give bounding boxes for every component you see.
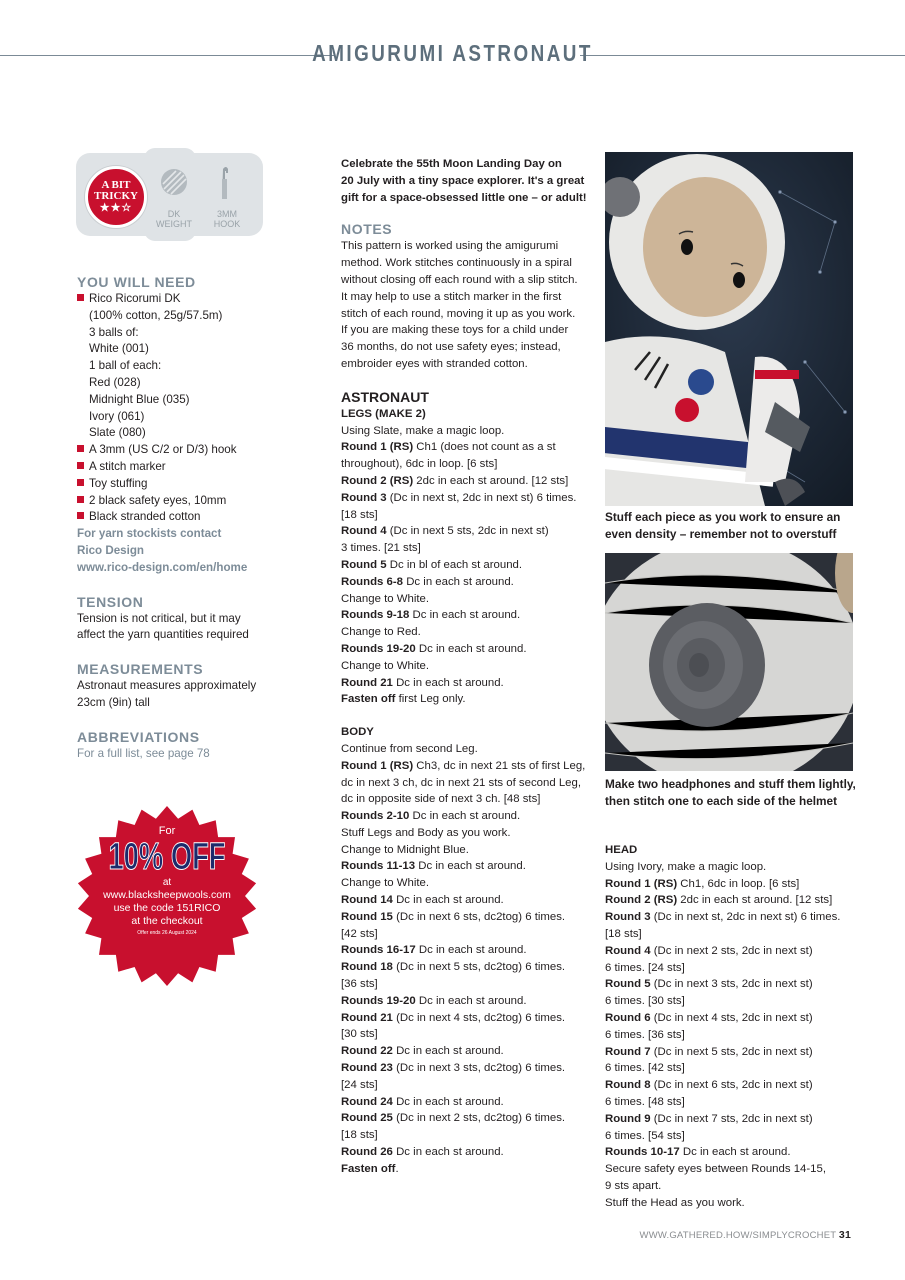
round-label: Round 21	[341, 1011, 393, 1024]
round-text: Change to White.	[341, 659, 430, 672]
round-label: Round 24	[341, 1095, 393, 1108]
round-text: Secure safety eyes between Rounds 14-15,	[605, 1163, 826, 1176]
round-text: Dc in each st around.	[409, 609, 521, 622]
photo-caption-2	[605, 776, 875, 809]
instruction-line	[605, 976, 865, 993]
instruction-line	[605, 909, 865, 926]
offer-checkout: at the checkout	[131, 915, 203, 927]
instruction-line	[341, 591, 596, 608]
offer-url[interactable]: www.blacksheepwools.com	[103, 889, 231, 901]
instruction-line	[341, 691, 596, 708]
instruction-line	[605, 1144, 865, 1161]
measurements-text: 23cm (9in) tall	[77, 695, 150, 709]
instruction-line	[341, 1043, 596, 1060]
caption-line: Make two headphones and stuff them lightly,	[605, 777, 856, 791]
instruction-line	[341, 1026, 596, 1043]
instruction-line	[341, 959, 596, 976]
measurements-heading: MEASUREMENTS	[77, 661, 204, 678]
round-label: Round 5	[605, 978, 651, 991]
round-label: Round 15	[341, 910, 393, 923]
round-text: Dc in each st around.	[409, 810, 521, 823]
yarn-line: White (001)	[89, 342, 149, 356]
instruction-line	[341, 926, 596, 943]
instruction-line	[341, 942, 596, 959]
instruction-line	[341, 574, 596, 591]
instruction-line	[341, 842, 596, 859]
round-label: Round 22	[341, 1045, 393, 1058]
instruction-line	[605, 876, 865, 893]
round-text: Dc in each st around.	[415, 994, 527, 1007]
abbreviations-heading: ABBREVIATIONS	[77, 728, 200, 745]
tension-heading: TENSION	[77, 593, 144, 610]
round-label: Fasten off	[341, 1162, 396, 1175]
instruction-line	[341, 1127, 596, 1144]
round-text: [24 sts]	[341, 1078, 378, 1091]
instruction-line	[341, 557, 596, 574]
round-label: Rounds 2-10	[341, 810, 410, 823]
round-label: Fasten off	[341, 693, 396, 706]
round-text: 6 times. [42 sts]	[605, 1062, 685, 1075]
yarn-line: Red (028)	[89, 375, 141, 389]
round-text: (Dc in next 5 sts, dc2tog) 6 times.	[392, 961, 566, 974]
instruction-line: If you are making these toys for a child under	[341, 324, 569, 337]
round-text: dc in opposite side of next 3 ch. [48 sts]	[341, 793, 541, 806]
instruction-line	[341, 892, 596, 909]
round-text: Dc in each st around.	[392, 894, 504, 907]
instruction-line	[341, 456, 596, 473]
materials-item: A 3mm (US C/2 or D/3) hook	[89, 443, 237, 457]
materials-item: Black stranded cotton	[89, 510, 201, 524]
round-label: Rounds 6-8	[341, 575, 404, 588]
materials-item: 2 black safety eyes, 10mm	[89, 493, 227, 507]
astronaut-photo	[605, 152, 853, 506]
yarn-spec: (100% cotton, 25g/57.5m)	[89, 308, 223, 322]
instruction-line	[605, 1077, 865, 1094]
round-text: Ch1 (does not count as a st	[413, 441, 556, 454]
round-label: Round 1 (RS)	[341, 441, 414, 454]
instruction-line	[341, 825, 596, 842]
instruction-line	[605, 1044, 865, 1061]
offer-text	[76, 805, 258, 938]
round-text: 2dc in each st around. [12 sts]	[413, 474, 569, 487]
round-text: (Dc in next 2 sts, 2dc in next st)	[650, 944, 813, 957]
round-text: [18 sts]	[605, 927, 642, 940]
round-text: 6 times. [54 sts]	[605, 1129, 685, 1142]
difficulty-badge	[76, 153, 263, 236]
instruction-line	[341, 875, 596, 892]
round-text: (Dc in next 4 sts, 2dc in next st)	[650, 1011, 813, 1024]
instruction-line	[341, 658, 596, 675]
instruction-line	[341, 775, 596, 792]
instruction-line	[341, 993, 596, 1010]
round-text: first Leg only.	[395, 693, 466, 706]
hook-size-label: 3MM HOOK	[213, 209, 241, 229]
instruction-line	[605, 926, 865, 943]
instruction-line: stitch of each round, moving it up as you work.	[341, 307, 576, 320]
round-text: 6 times. [36 sts]	[605, 1028, 685, 1041]
instruction-line	[605, 1195, 865, 1212]
instruction-line	[605, 993, 865, 1010]
round-label: Round 6	[605, 1011, 651, 1024]
photo-caption-1	[605, 509, 865, 542]
measurements-text: Astronaut measures approximately	[77, 679, 257, 693]
round-text: Dc in each st around.	[415, 944, 527, 957]
instruction-line	[341, 523, 596, 540]
instruction-line	[341, 675, 596, 692]
round-label: Round 5	[341, 558, 387, 571]
notes-text	[341, 238, 596, 372]
round-text: (Dc in next st, 2dc in next st) 6 times.	[650, 911, 841, 924]
instruction-line	[341, 1077, 596, 1094]
round-label: Round 9	[605, 1112, 651, 1125]
instruction-line: This pattern is worked using the amigurumi	[341, 240, 559, 253]
round-label: Round 21	[341, 676, 393, 689]
round-label: Round 4	[605, 944, 651, 957]
round-text: Dc in each st around.	[392, 1146, 504, 1159]
round-label: Rounds 9-18	[341, 609, 410, 622]
instruction-line	[605, 1010, 865, 1027]
tension-text: affect the yarn quantities required	[77, 628, 249, 642]
difficulty-seal: A BIT TRICKY ★★☆	[85, 166, 147, 228]
round-text: (Dc in next 5 sts, 2dc in next st)	[650, 1045, 813, 1058]
round-text: dc in next 3 ch, dc in next 21 sts of second Leg,	[341, 776, 581, 789]
round-label: Round 1 (RS)	[341, 759, 414, 772]
instruction-line	[341, 909, 596, 926]
instruction-line	[341, 758, 596, 775]
instruction-line	[341, 1060, 596, 1077]
stockists-name: Rico Design	[77, 543, 144, 557]
legs-heading: LEGS (MAKE 2)	[341, 407, 426, 420]
round-label: Round 1 (RS)	[605, 877, 678, 890]
round-label: Round 23	[341, 1062, 393, 1075]
instruction-line	[341, 507, 596, 524]
round-label: Round 7	[605, 1045, 651, 1058]
instruction-line	[605, 1060, 865, 1077]
instruction-line: It may help to use a stitch marker in the first	[341, 290, 562, 303]
round-text: Using Slate, make a magic loop.	[341, 424, 505, 437]
caption-line: then stitch one to each side of the helmet	[605, 793, 838, 808]
yarn-ball-icon	[159, 167, 189, 197]
round-text: Ch3, dc in next 21 sts of first Leg,	[413, 759, 586, 772]
round-label: Round 14	[341, 894, 393, 907]
tension-text: Tension is not critical, but it may	[77, 611, 241, 625]
round-text: 2dc in each st around. [12 sts]	[677, 894, 833, 907]
yarn-line: Midnight Blue (035)	[89, 392, 190, 406]
instruction-line	[605, 1161, 865, 1178]
instruction-line	[341, 741, 596, 758]
round-text: [18 sts]	[341, 508, 378, 521]
instruction-line	[341, 423, 596, 440]
instruction-line	[605, 892, 865, 909]
yarn-line: Ivory (061)	[89, 409, 145, 423]
body-instructions	[341, 741, 596, 1178]
instruction-line	[341, 1094, 596, 1111]
round-text: [42 sts]	[341, 927, 378, 940]
materials-item: Toy stuffing	[89, 476, 148, 490]
round-label: Round 18	[341, 961, 393, 974]
round-text: [18 sts]	[341, 1129, 378, 1142]
round-label: Round 8	[605, 1079, 651, 1092]
instruction-line	[341, 791, 596, 808]
round-text: 6 times. [48 sts]	[605, 1095, 685, 1108]
round-text: Change to Midnight Blue.	[341, 843, 469, 856]
instruction-line	[341, 858, 596, 875]
astronaut-heading: ASTRONAUT	[341, 388, 429, 405]
materials-item: A stitch marker	[89, 459, 166, 473]
round-text: Dc in each st around.	[415, 860, 526, 873]
head-heading: HEAD	[605, 844, 638, 856]
instruction-line	[605, 1111, 865, 1128]
round-text: (Dc in next 3 sts, dc2tog) 6 times.	[392, 1062, 566, 1075]
instruction-line	[605, 859, 865, 876]
round-text: [36 sts]	[341, 978, 378, 991]
offer-discount: 10% OFF	[108, 836, 226, 878]
instruction-line	[341, 1010, 596, 1027]
caption-line: even density – remember not to overstuff	[605, 526, 837, 541]
yarn-line: 1 ball of each:	[89, 359, 162, 373]
instruction-line	[341, 473, 596, 490]
round-label: Round 25	[341, 1112, 393, 1125]
instruction-line	[605, 1128, 865, 1145]
round-label: Round 3	[605, 911, 651, 924]
instruction-line	[341, 808, 596, 825]
abbreviations-text: For a full list, see page 78	[77, 746, 210, 760]
round-label: Rounds 16-17	[341, 944, 416, 957]
round-label: Rounds 19-20	[341, 994, 416, 1007]
round-text: Stuff the Head as you work.	[605, 1196, 745, 1209]
yarn-name: Rico Ricorumi DK	[89, 292, 181, 305]
round-text: Change to White.	[341, 592, 430, 605]
round-text: Stuff Legs and Body as you work.	[341, 826, 511, 839]
stockists-note: For yarn stockists contact	[77, 527, 222, 541]
round-text: Continue from second Leg.	[341, 742, 478, 755]
yarn-line: 3 balls of:	[89, 325, 139, 339]
body-heading: BODY	[341, 726, 374, 739]
you-will-need-heading: YOU WILL NEED	[77, 274, 196, 290]
offer-code: use the code 151RICO	[113, 902, 221, 914]
round-text: (Dc in next 2 sts, dc2tog) 6 times.	[392, 1112, 566, 1125]
intro-text: 20 July with a tiny space explorer. It's a great	[341, 174, 585, 187]
instruction-line	[341, 976, 596, 993]
round-text: Ch1, 6dc in loop. [6 sts]	[677, 877, 800, 890]
round-label: Round 2 (RS)	[341, 474, 414, 487]
intro-text: Celebrate the 55th Moon Landing Day on	[341, 158, 562, 170]
round-label: Rounds 11-13	[341, 860, 416, 873]
instruction-line	[341, 1110, 596, 1127]
round-text: Dc in each st around.	[392, 1095, 504, 1108]
instruction-line: without closing off each round with a slip stitch.	[341, 273, 578, 286]
instruction-line	[341, 490, 596, 507]
round-label: Rounds 19-20	[341, 642, 416, 655]
round-text: Dc in each st around.	[415, 642, 527, 655]
instruction-line	[605, 1027, 865, 1044]
footer-url[interactable]: WWW.GATHERED.HOW/SIMPLYCROCHET	[639, 1230, 837, 1241]
head-section	[605, 842, 865, 1212]
round-text: (Dc in next 4 sts, dc2tog) 6 times.	[392, 1011, 566, 1024]
round-text: (Dc in next st, 2dc in next st) 6 times.	[386, 491, 577, 504]
yarn-weight-label: DK WEIGHT	[156, 209, 192, 229]
instruction-line: 36 months, do not use safety eyes; instead,	[341, 341, 561, 354]
notes-heading: NOTES	[341, 221, 393, 238]
offer-for: For	[158, 825, 176, 837]
round-text: (Dc in next 6 sts, 2dc in next st)	[650, 1079, 813, 1092]
yarn-line: Slate (080)	[89, 426, 146, 440]
intro-text: gift for a space-obsessed little one – or adult!	[341, 191, 587, 204]
round-text: 3 times. [21 sts]	[341, 542, 421, 555]
instruction-line	[341, 641, 596, 658]
crochet-hook-icon	[214, 165, 238, 201]
instruction-line	[341, 439, 596, 456]
round-text: (Dc in next 7 sts, 2dc in next st)	[650, 1112, 813, 1125]
round-label: Rounds 10-17	[605, 1146, 680, 1159]
page-number: 31	[838, 1229, 851, 1241]
round-text: .	[395, 1162, 399, 1175]
headphone-photo	[605, 553, 853, 771]
instruction-line: method. Work stitches continuously in a spiral	[341, 257, 572, 270]
offer-at: at	[162, 877, 172, 888]
round-text: Dc in each st around.	[392, 676, 504, 689]
round-text: Dc in each st around.	[679, 1146, 791, 1159]
round-label: Round 3	[341, 491, 387, 504]
instruction-line	[605, 943, 865, 960]
legs-instructions	[341, 423, 596, 709]
round-text: Dc in bl of each st around.	[386, 558, 523, 571]
middle-column	[341, 156, 596, 1178]
round-text: (Dc in next 6 sts, dc2tog) 6 times.	[392, 910, 566, 923]
round-text: Using Ivory, make a magic loop.	[605, 860, 767, 873]
instruction-line	[341, 607, 596, 624]
round-text: (Dc in next 3 sts, 2dc in next st)	[650, 978, 813, 991]
round-text: throughout), 6dc in loop. [6 sts]	[341, 458, 498, 471]
round-text: Change to Red.	[341, 626, 421, 639]
caption-line: Stuff each piece as you work to ensure an	[605, 510, 841, 524]
round-text: Change to White.	[341, 877, 430, 890]
instruction-line	[605, 1094, 865, 1111]
round-text: 9 sts apart.	[605, 1179, 662, 1192]
instruction-line	[341, 1161, 596, 1178]
round-label: Round 26	[341, 1146, 393, 1159]
round-label: Round 4	[341, 525, 387, 538]
page-title: AMIGURUMI ASTRONAUT	[312, 40, 593, 66]
round-text: (Dc in next 5 sts, 2dc in next st)	[386, 525, 549, 538]
instruction-line	[341, 540, 596, 557]
offer-expiry: Offer ends 26 August 2024	[137, 930, 197, 936]
round-text: [30 sts]	[341, 1028, 378, 1041]
round-text: Dc in each st around.	[392, 1045, 504, 1058]
instruction-line	[341, 624, 596, 641]
round-text: 6 times. [30 sts]	[605, 995, 685, 1008]
instruction-line	[605, 960, 865, 977]
instruction-line: embroider eyes with stranded cotton.	[341, 357, 528, 370]
round-label: Round 2 (RS)	[605, 894, 678, 907]
instruction-line	[605, 1178, 865, 1195]
round-text: Dc in each st around.	[403, 575, 514, 588]
head-instructions	[605, 859, 865, 1212]
round-text: 6 times. [24 sts]	[605, 961, 685, 974]
instruction-line	[341, 1144, 596, 1161]
page-footer	[640, 1229, 851, 1241]
left-column	[77, 273, 277, 763]
stockists-link[interactable]: www.rico-design.com/en/home	[77, 560, 248, 574]
